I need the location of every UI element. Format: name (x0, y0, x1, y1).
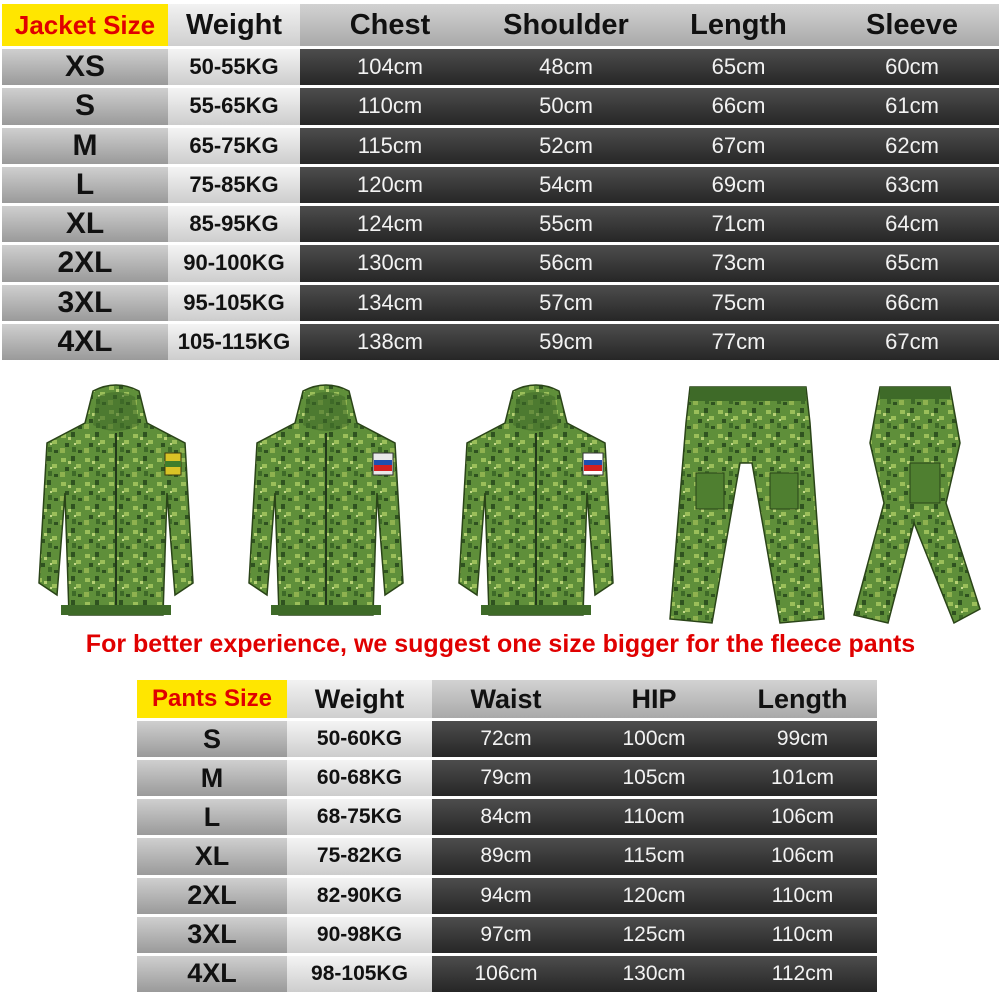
pants-measure-cell: 115cm (580, 838, 728, 874)
jacket-weight-cell: 50-55KG (168, 49, 300, 85)
jacket-size-table (2, 1, 999, 363)
russia-flag-icon (583, 453, 603, 475)
jacket-weight-cell: 65-75KG (168, 128, 300, 164)
pants-measure-cell: 110cm (728, 917, 877, 953)
jacket-measure-cell: 52cm (480, 128, 652, 164)
jacket-measure-cell: 61cm (825, 88, 999, 124)
pants-header-weight: Weight (287, 680, 432, 718)
pants-measure-cell: 125cm (580, 917, 728, 953)
jacket-table-row (2, 128, 999, 164)
jacket-measure-cell: 115cm (300, 128, 480, 164)
pants-weight-cell: 98-105KG (287, 956, 432, 992)
pants-measure-cell: 89cm (432, 838, 580, 874)
jacket-table-row (2, 245, 999, 281)
jacket-header-shoulder: Shoulder (480, 4, 652, 46)
jacket-weight-cell: 55-65KG (168, 88, 300, 124)
jacket-measure-cell: 50cm (480, 88, 652, 124)
jacket-measure-cell: 65cm (652, 49, 825, 85)
camo-jacket-icon (35, 383, 197, 628)
camo-pants-icon (850, 383, 990, 628)
pants-table-row (137, 956, 877, 992)
jacket-header-size: Jacket Size (2, 4, 168, 46)
pants-measure-cell: 106cm (432, 956, 580, 992)
jacket-size-cell: 4XL (2, 324, 168, 360)
jacket-measure-cell: 104cm (300, 49, 480, 85)
jacket-measure-cell: 59cm (480, 324, 652, 360)
pants-weight-cell: 82-90KG (287, 878, 432, 914)
size-advice-note: For better experience, we suggest one size bigger for the fleece pants (85, 630, 916, 658)
pants-measure-cell: 99cm (728, 721, 877, 757)
pants-measure-cell: 100cm (580, 721, 728, 757)
pants-header-row (137, 680, 877, 718)
pants-front-image (668, 383, 825, 628)
pants-measure-cell: 110cm (580, 799, 728, 835)
pants-table-row (137, 721, 877, 757)
pants-size-cell: L (137, 799, 287, 835)
pants-measure-cell: 84cm (432, 799, 580, 835)
pants-size-cell: 3XL (137, 917, 287, 953)
jacket-weight-cell: 85-95KG (168, 206, 300, 242)
jacket-weight-cell: 95-105KG (168, 285, 300, 321)
jacket-measure-cell: 66cm (652, 88, 825, 124)
pants-header-size: Pants Size (137, 680, 287, 718)
jacket-header-length: Length (652, 4, 825, 46)
jacket-measure-cell: 64cm (825, 206, 999, 242)
pants-table-row (137, 878, 877, 914)
pants-weight-cell: 60-68KG (287, 760, 432, 796)
jacket-measure-cell: 66cm (825, 285, 999, 321)
jacket-measure-cell: 57cm (480, 285, 652, 321)
pants-measure-cell: 106cm (728, 799, 877, 835)
pants-measure-cell: 106cm (728, 838, 877, 874)
jacket-measure-cell: 60cm (825, 49, 999, 85)
jacket-measure-cell: 130cm (300, 245, 480, 281)
jacket-table-row (2, 285, 999, 321)
pants-size-cell: S (137, 721, 287, 757)
jacket-measure-cell: 63cm (825, 167, 999, 203)
jacket-table-row (2, 49, 999, 85)
pants-measure-cell: 72cm (432, 721, 580, 757)
jacket-header-sleeve: Sleeve (825, 4, 999, 46)
jacket-table-row (2, 206, 999, 242)
jacket-image-3 (455, 383, 617, 628)
jacket-size-cell: XS (2, 49, 168, 85)
jacket-measure-cell: 75cm (652, 285, 825, 321)
jacket-measure-cell: 67cm (825, 324, 999, 360)
pants-measure-cell: 94cm (432, 878, 580, 914)
pants-header-waist: Waist (432, 680, 580, 718)
jacket-table-row (2, 88, 999, 124)
jacket-measure-cell: 56cm (480, 245, 652, 281)
jacket-measure-cell: 77cm (652, 324, 825, 360)
pants-header-hip: HIP (580, 680, 728, 718)
pants-table-row (137, 760, 877, 796)
jacket-image-1 (35, 383, 197, 628)
russia-flag-icon (373, 453, 393, 475)
pants-size-cell: XL (137, 838, 287, 874)
jacket-measure-cell: 110cm (300, 88, 480, 124)
camo-pants-icon (668, 383, 825, 628)
jacket-table-row (2, 167, 999, 203)
pants-side-image (850, 383, 990, 628)
jacket-measure-cell: 65cm (825, 245, 999, 281)
jacket-measure-cell: 120cm (300, 167, 480, 203)
pants-size-cell: M (137, 760, 287, 796)
jacket-size-cell: 3XL (2, 285, 168, 321)
pants-size-cell: 2XL (137, 878, 287, 914)
pants-table-row (137, 799, 877, 835)
pants-weight-cell: 75-82KG (287, 838, 432, 874)
jacket-measure-cell: 67cm (652, 128, 825, 164)
jacket-size-cell: 2XL (2, 245, 168, 281)
pants-measure-cell: 112cm (728, 956, 877, 992)
jacket-measure-cell: 134cm (300, 285, 480, 321)
pants-measure-cell: 105cm (580, 760, 728, 796)
pants-table-row (137, 917, 877, 953)
jacket-weight-cell: 90-100KG (168, 245, 300, 281)
pants-measure-cell: 120cm (580, 878, 728, 914)
pants-weight-cell: 50-60KG (287, 721, 432, 757)
camo-jacket-icon (455, 383, 617, 628)
pants-weight-cell: 68-75KG (287, 799, 432, 835)
jacket-size-cell: S (2, 88, 168, 124)
jacket-measure-cell: 55cm (480, 206, 652, 242)
jacket-size-cell: XL (2, 206, 168, 242)
jacket-size-cell: M (2, 128, 168, 164)
jacket-measure-cell: 62cm (825, 128, 999, 164)
jacket-header-weight: Weight (168, 4, 300, 46)
pants-measure-cell: 130cm (580, 956, 728, 992)
pants-size-cell: 4XL (137, 956, 287, 992)
jacket-measure-cell: 71cm (652, 206, 825, 242)
pants-measure-cell: 110cm (728, 878, 877, 914)
pants-table-row (137, 838, 877, 874)
jacket-measure-cell: 54cm (480, 167, 652, 203)
jacket-header-chest: Chest (300, 4, 480, 46)
jacket-table-row (2, 324, 999, 360)
jacket-weight-cell: 75-85KG (168, 167, 300, 203)
pants-measure-cell: 97cm (432, 917, 580, 953)
pants-size-table (137, 677, 877, 995)
jacket-measure-cell: 124cm (300, 206, 480, 242)
camo-jacket-icon (245, 383, 407, 628)
pants-measure-cell: 101cm (728, 760, 877, 796)
jacket-weight-cell: 105-115KG (168, 324, 300, 360)
jacket-measure-cell: 73cm (652, 245, 825, 281)
jacket-image-2 (245, 383, 407, 628)
jacket-measure-cell: 138cm (300, 324, 480, 360)
jacket-measure-cell: 69cm (652, 167, 825, 203)
pants-weight-cell: 90-98KG (287, 917, 432, 953)
jacket-size-cell: L (2, 167, 168, 203)
jacket-measure-cell: 48cm (480, 49, 652, 85)
pants-measure-cell: 79cm (432, 760, 580, 796)
jacket-header-row (2, 4, 999, 46)
pants-header-length: Length (728, 680, 877, 718)
